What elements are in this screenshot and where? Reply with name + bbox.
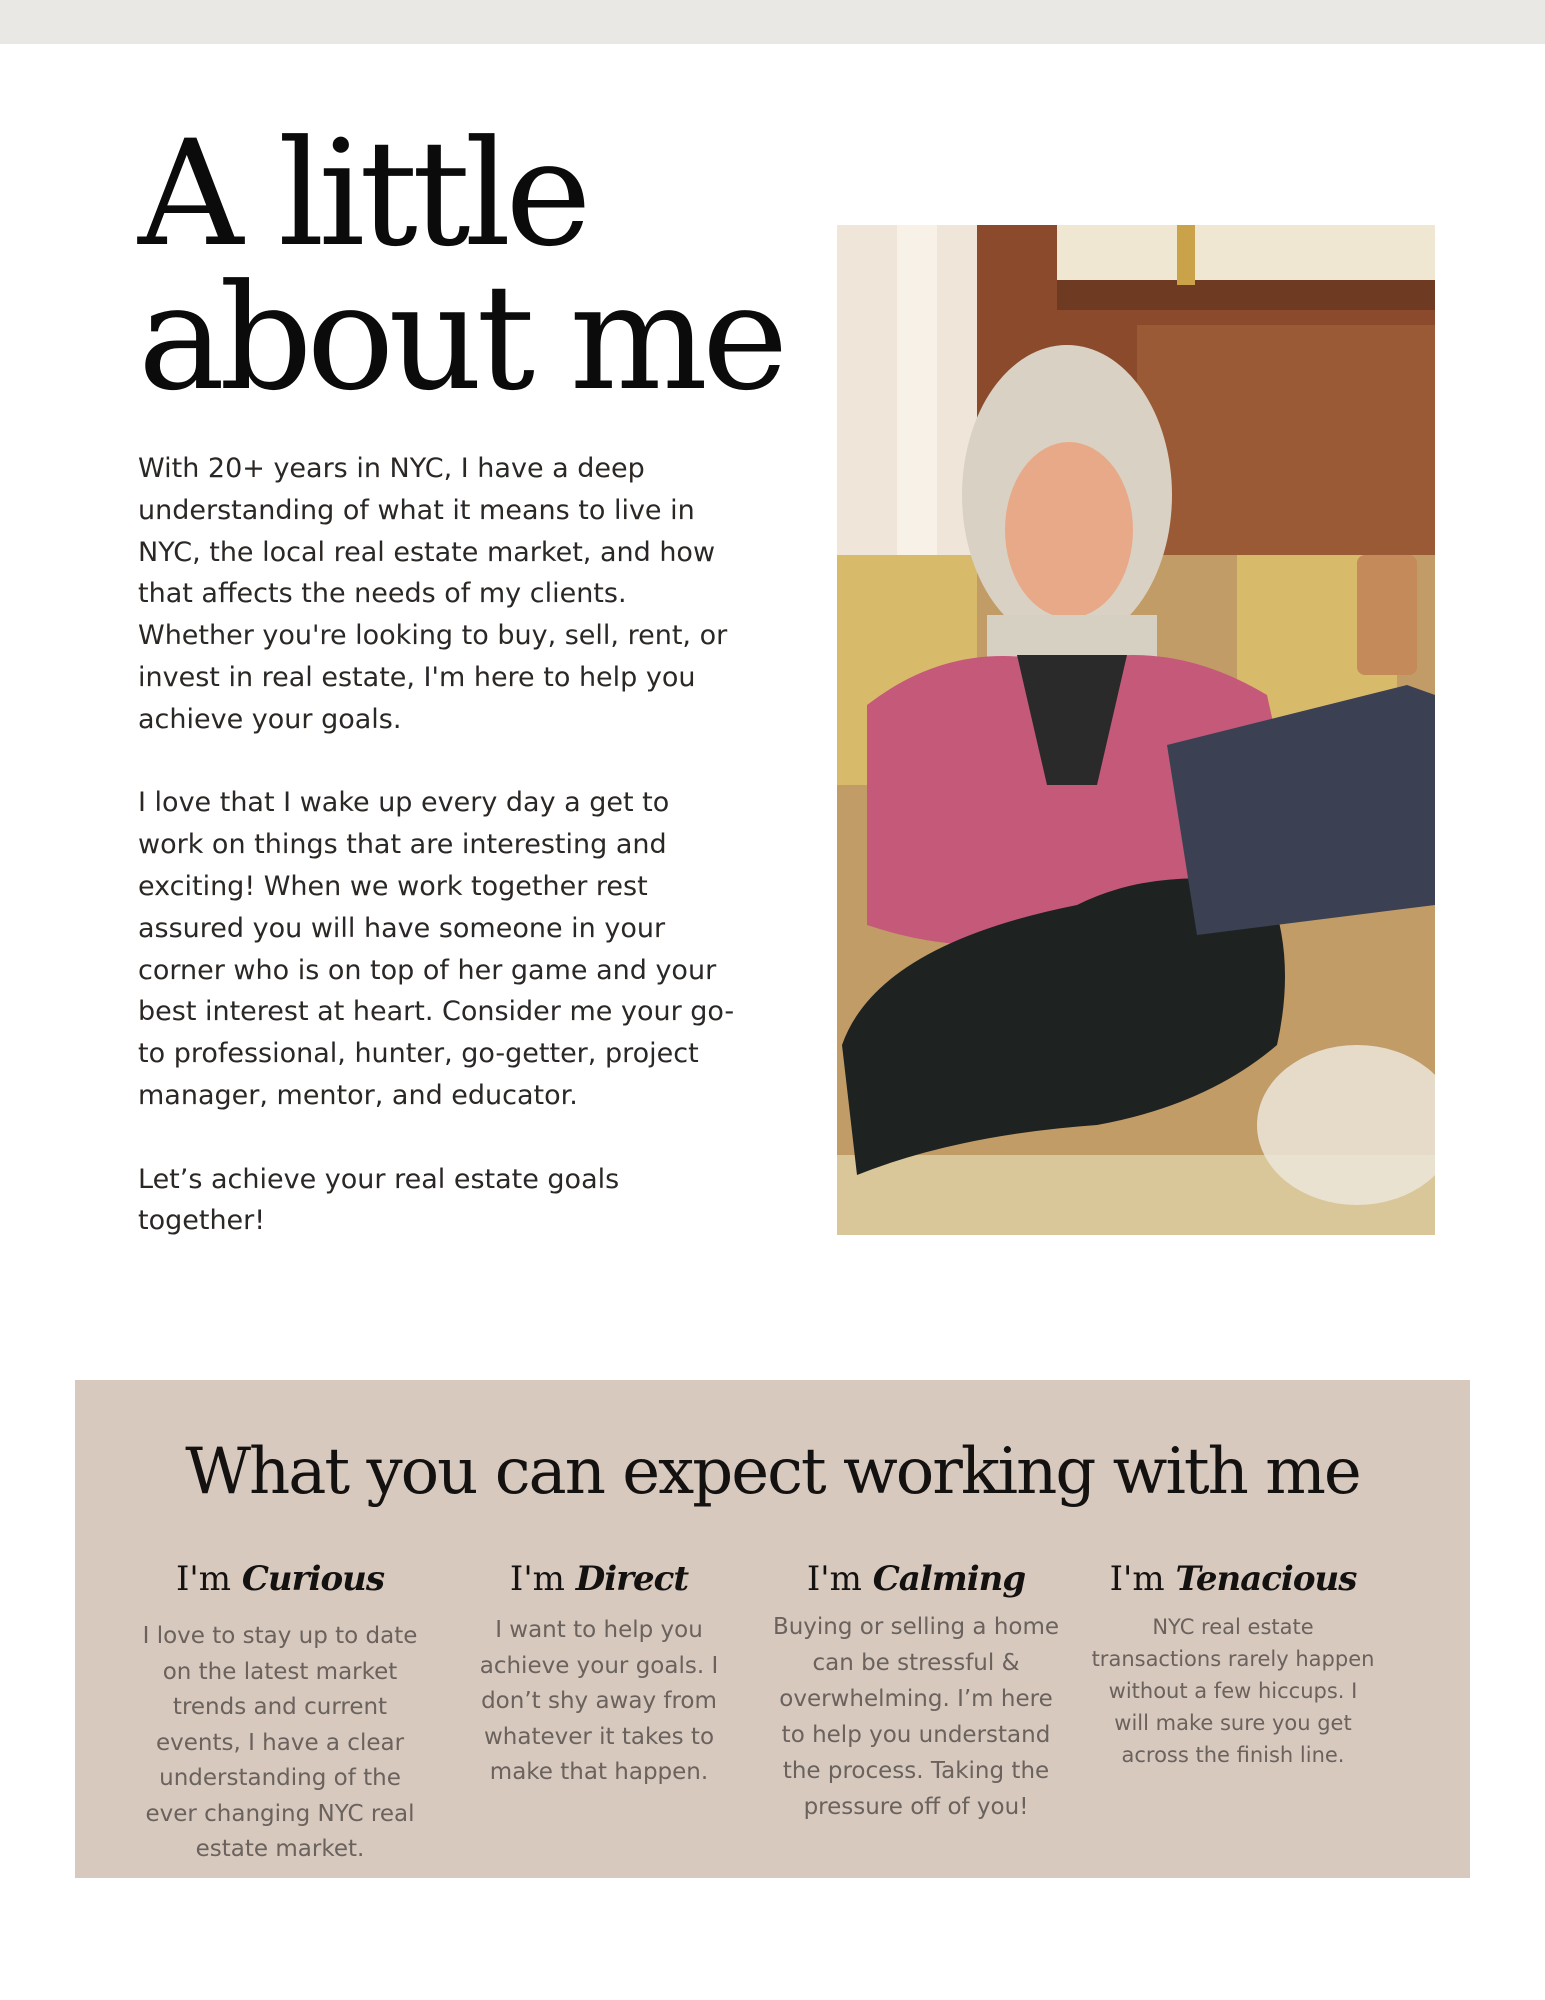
bio-paragraph-1: With 20+ years in NYC, I have a deep understanding of what it means to live in NYC, the local real estate market, and how that affects the needs of my clients. Whether you're looking to buy, sell, rent, or invest in real estate, I'm here to help you achieve your goals. — [138, 453, 728, 735]
trait-name: Direct — [575, 1559, 689, 1599]
trait-heading — [130, 1557, 430, 1601]
trait-heading — [449, 1557, 749, 1601]
trait-prefix: I'm — [176, 1559, 232, 1599]
top-band — [0, 0, 1545, 44]
trait-column-calming — [766, 1557, 1066, 1825]
trait-prefix: I'm — [509, 1559, 565, 1599]
bio-paragraph-3: Let’s achieve your real estate goals together! — [138, 1163, 620, 1237]
trait-description: NYC real estate transactions rarely happen without a few hiccups. I will make sure you get across the finish line. — [1091, 1615, 1375, 1767]
trait-prefix: I'm — [1109, 1559, 1165, 1599]
portrait-photo — [837, 225, 1435, 1235]
expectations-panel — [75, 1380, 1470, 1878]
trait-name: Tenacious — [1175, 1559, 1357, 1599]
trait-column-direct — [449, 1557, 749, 1791]
trait-description: I want to help you achieve your goals. I don’t shy away from whatever it takes to make that happen. — [479, 1617, 719, 1785]
trait-column-tenacious — [1083, 1557, 1383, 1771]
trait-description: I love to stay up to date on the latest market trends and current events, I have a clear understanding of the ever changing NYC real estate market. — [142, 1623, 418, 1862]
bio-text — [138, 448, 738, 1242]
bio-paragraph-2: I love that I wake up every day a get to work on things that are interesting and exciting! When we work together rest assured you will have someone in your corner who is on top of her game and your best interest at heart. Consider me your go-to professional, hunter, go-getter, project manager, mentor, and educator. — [138, 787, 735, 1111]
trait-heading — [766, 1557, 1066, 1601]
trait-description: Buying or selling a home can be stressful & overwhelming. I’m here to help you understand the process. Taking the pressure off of you! — [772, 1614, 1060, 1820]
page-title — [138, 109, 783, 423]
trait-name: Calming — [872, 1559, 1026, 1599]
trait-name: Curious — [241, 1559, 384, 1599]
page-title-line-2: about me — [138, 253, 783, 423]
trait-heading — [1083, 1557, 1383, 1601]
expectations-title: What you can expect working with me — [185, 1435, 1360, 1509]
trait-prefix: I'm — [806, 1559, 862, 1599]
trait-column-curious — [130, 1557, 430, 1868]
page-title-line-1: A little — [138, 109, 586, 279]
